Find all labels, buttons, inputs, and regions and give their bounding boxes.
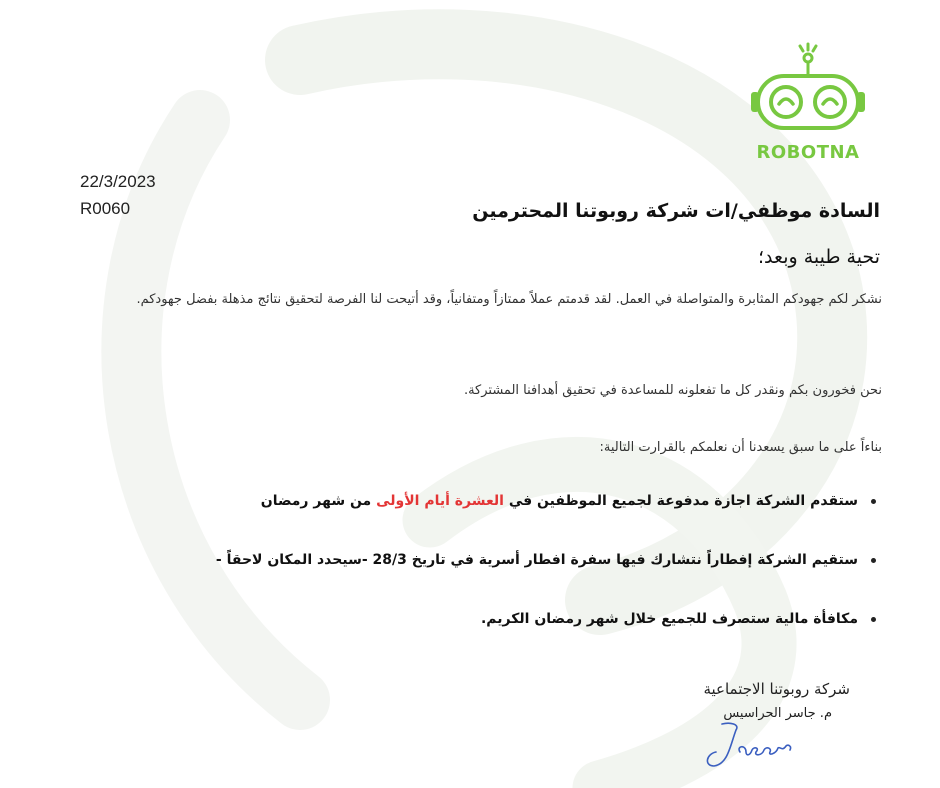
decision-item [481, 611, 880, 627]
signature-signer: م. جاسر الحراسيس [723, 706, 832, 721]
decision-list-1 [261, 493, 880, 509]
robot-icon [748, 38, 868, 138]
decision-list-3 [481, 611, 880, 627]
letter-date: 22/3/2023 [80, 172, 156, 191]
bullet-icon [871, 499, 876, 504]
paragraph-pride: نحن فخورون بكم ونقدر كل ما تفعلونه للمساعدة في تحقيق أهدافنا المشتركة. [463, 383, 882, 398]
decision-list-2 [216, 552, 880, 568]
paragraph-intro-decisions: بناءاً على ما سبق يسعدنا أن نعلمكم بالقرارت التالية: [599, 440, 882, 455]
decision-text: من شهر رمضان [260, 493, 372, 509]
decision-text: مكافأة مالية ستصرف للجميع خلال شهر رمضان الكريم. [480, 611, 858, 627]
bullet-icon [871, 558, 876, 563]
company-logo [748, 38, 868, 168]
decision-text: ستقيم الشركة إفطاراً نتشارك فيها سفرة افطار أسرية في تاريخ 28/3 -سيحدد المكان لاحقاً - [215, 552, 858, 568]
decision-item [261, 493, 880, 509]
handwritten-signature [700, 716, 810, 776]
decision-text: ستقدم الشركة اجازة مدفوعة لجميع الموظفين في [508, 493, 858, 509]
paragraph-thanks: نشكر لكم جهودكم المثابرة والمتواصلة في العمل. لقد قدمتم عملاً ممتازاً ومتفانياً، وقد أتيحت لنا الفرصة لتحقيق نتائج مذهلة بفضل جهودكم. [136, 292, 882, 307]
greeting-line: تحية طيبة وبعد؛ [758, 246, 880, 268]
decision-item [216, 552, 880, 568]
bullet-icon [871, 617, 876, 622]
recipient-line: السادة موظفي/ات شركة روبوتنا المحترمين [472, 200, 880, 222]
highlighted-text: العشرة أيام الأولى [376, 493, 504, 509]
signature-company: شركة روبوتنا الاجتماعية [703, 680, 850, 698]
logo-name: ROBOTNA [756, 142, 860, 163]
reference-number: R0060 [80, 199, 131, 218]
